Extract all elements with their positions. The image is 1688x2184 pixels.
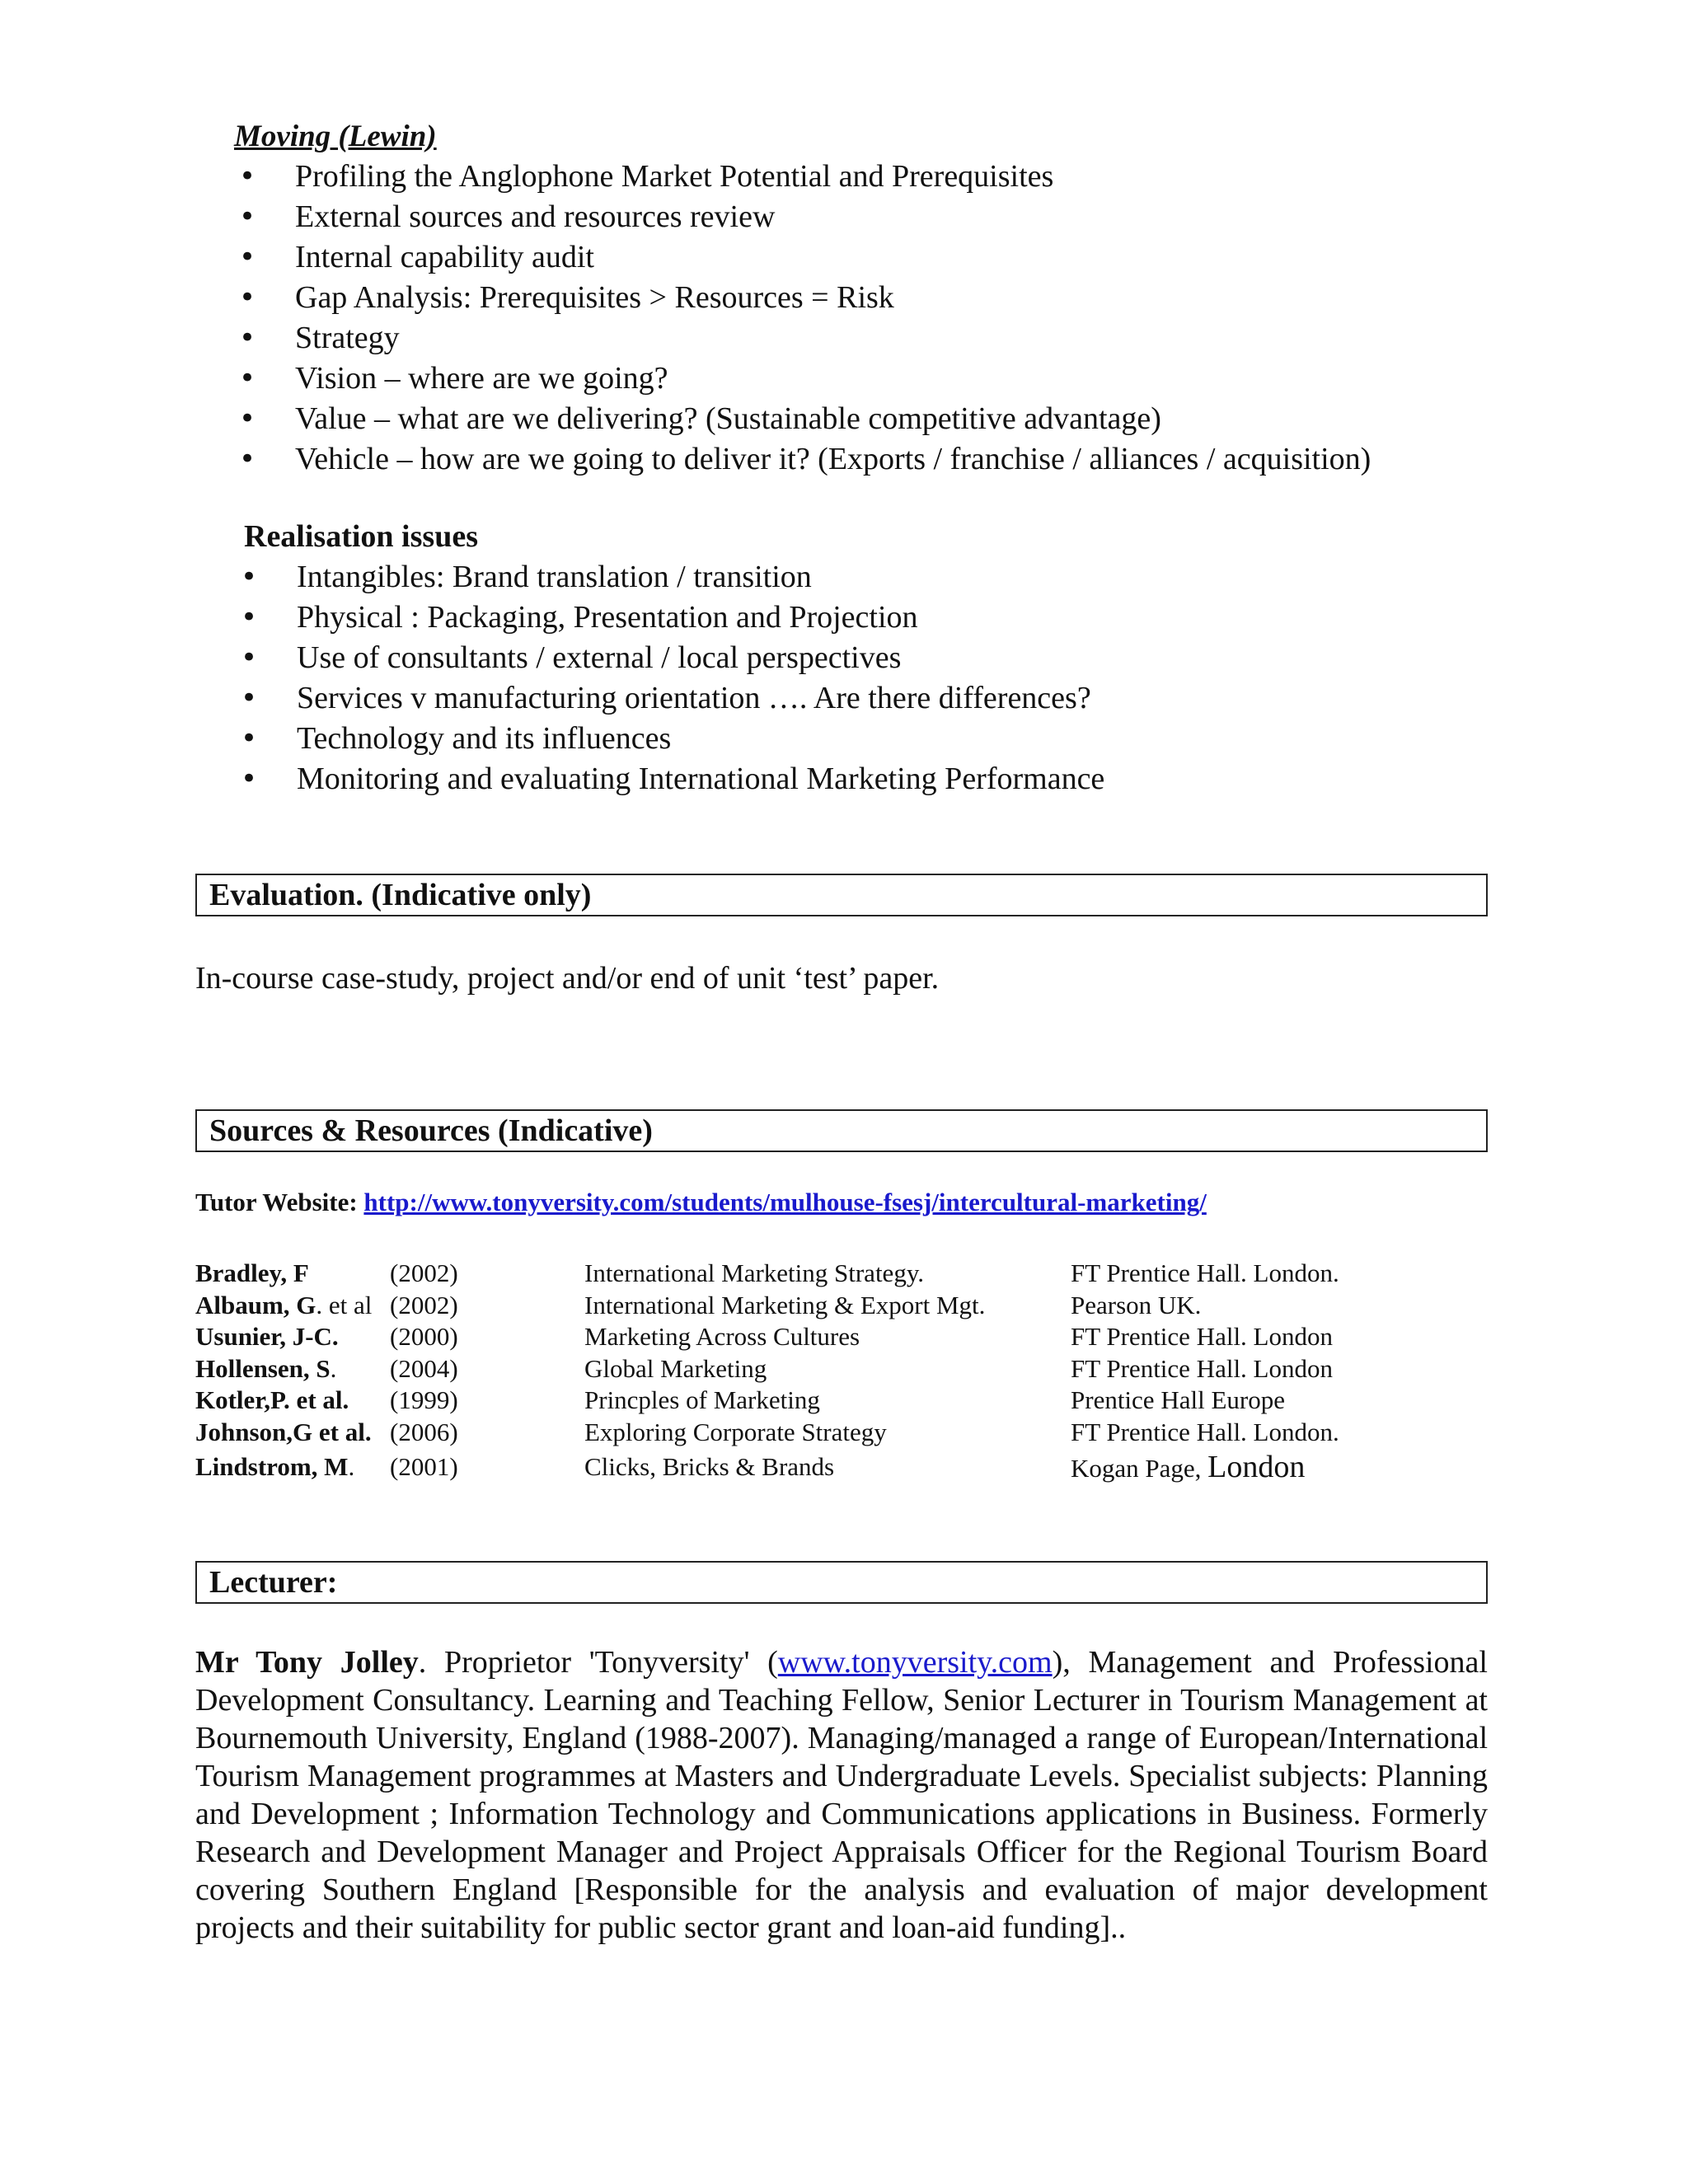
tutor-website-link[interactable]: http://www.tonyversity.com/students/mulhouse-fsesj/intercultural-marketing/ <box>363 1188 1207 1216</box>
reference-author-suffix: . <box>348 1452 355 1481</box>
reference-author: Usunier, J-C. <box>195 1322 339 1351</box>
reference-title: Clicks, Bricks & Brands <box>584 1452 835 1481</box>
reference-author-suffix: . <box>330 1353 337 1383</box>
lecturer-heading-box: Lecturer: <box>195 1561 1488 1604</box>
reference-title: International Marketing & Export Mgt. <box>584 1290 986 1319</box>
reference-author: Johnson,G et al. <box>195 1417 372 1446</box>
reference-author: Albaum, G <box>195 1290 316 1319</box>
list-item: • Physical : Packaging, Presentation and Projection <box>239 598 1104 638</box>
reference-publisher: FT Prentice Hall. London. <box>1071 1417 1339 1446</box>
reference-title: Exploring Corporate Strategy <box>584 1417 887 1446</box>
reference-year: (2006) <box>390 1417 458 1446</box>
reference-year: (2002) <box>390 1290 458 1319</box>
list-item: • Profiling the Anglophone Market Potential and Prerequisites <box>237 157 1371 197</box>
reference-year: (2002) <box>390 1258 458 1287</box>
list-item: • Technology and its influences <box>239 719 1104 759</box>
reference-publisher: FT Prentice Hall. London <box>1071 1353 1333 1383</box>
tutor-website-label: Tutor Website: <box>195 1188 358 1216</box>
lecturer-name: Mr Tony Jolley <box>195 1645 419 1680</box>
reference-publisher: Kogan Page, <box>1071 1454 1202 1483</box>
list-item: • External sources and resources review <box>237 197 1371 237</box>
list-item: • Value – what are we delivering? (Sustainable competitive advantage) <box>237 399 1371 439</box>
reference-year: (2004) <box>390 1353 458 1383</box>
lecturer-website-link[interactable]: www.tonyversity.com <box>777 1645 1053 1680</box>
list-item: • Gap Analysis: Prerequisites > Resources = Risk <box>237 278 1371 318</box>
reference-author: Bradley, F <box>195 1258 309 1287</box>
list-item: • Use of consultants / external / local perspectives <box>239 638 1104 678</box>
list-item: • Services v manufacturing orientation …. Are there differences? <box>239 678 1104 719</box>
evaluation-heading-box: Evaluation. (Indicative only) <box>195 874 1488 916</box>
reference-publisher: FT Prentice Hall. London. <box>1071 1258 1339 1287</box>
list-item: • Strategy <box>237 318 1371 359</box>
reference-title: International Marketing Strategy. <box>584 1258 925 1287</box>
reference-title: Princples of Marketing <box>584 1385 820 1414</box>
moving-list <box>237 157 1371 480</box>
moving-heading: Moving (Lewin) <box>234 120 437 153</box>
sources-heading-box: Sources & Resources (Indicative) <box>195 1109 1488 1152</box>
reference-author-suffix: . et al <box>316 1290 373 1319</box>
reference-author: Lindstrom, M <box>195 1452 349 1481</box>
reference-publisher: FT Prentice Hall. London <box>1071 1322 1333 1351</box>
reference-title: Marketing Across Cultures <box>584 1322 860 1351</box>
list-item: • Vehicle – how are we going to deliver it? (Exports / franchise / alliances / acquisition) <box>237 439 1371 480</box>
list-item: • Intangibles: Brand translation / transition <box>239 557 1104 598</box>
reference-title: Global Marketing <box>584 1353 767 1383</box>
evaluation-text: In-course case-study, project and/or end of unit ‘test’ paper. <box>195 961 940 996</box>
reference-author: Kotler,P. et al. <box>195 1385 349 1414</box>
lecturer-bio <box>195 1643 1488 1947</box>
list-item: • Internal capability audit <box>237 237 1371 278</box>
reference-year: (1999) <box>390 1385 458 1414</box>
tutor-website-line <box>195 1187 1207 1218</box>
reference-year: (2000) <box>390 1322 458 1351</box>
list-item: • Monitoring and evaluating International Marketing Performance <box>239 759 1104 799</box>
reference-author: Hollensen, S <box>195 1353 331 1383</box>
lecturer-bio-text: ), Management and Professional Development Consultancy. Learning and Teaching Fellow, Senior Lecturer in Tourism Management at Bournemouth University, England (1988-2007). Managing/managed a range of European/International Tourism Management programmes at Masters and Undergraduate Levels. Specialist subjects: Planning and Development ; Information Technology and Communications applications in Business. Formerly Research and Development Manager and Project Appraisals Officer for the Regional Tourism Board covering Southern England [Responsible for the analysis and evaluation of major development projects and their suitability for public sector grant and loan-aid funding].. <box>195 1645 1488 1945</box>
lecturer-intro: . Proprietor 'Tonyversity' ( <box>418 1645 778 1680</box>
reference-publisher: Prentice Hall Europe <box>1071 1385 1285 1414</box>
realisation-list <box>239 557 1104 799</box>
reference-publisher: Pearson UK. <box>1071 1290 1202 1319</box>
reference-publisher-city: London <box>1207 1450 1306 1484</box>
realisation-heading: Realisation issues <box>244 519 478 554</box>
reference-year: (2001) <box>390 1452 458 1481</box>
list-item: • Vision – where are we going? <box>237 359 1371 399</box>
